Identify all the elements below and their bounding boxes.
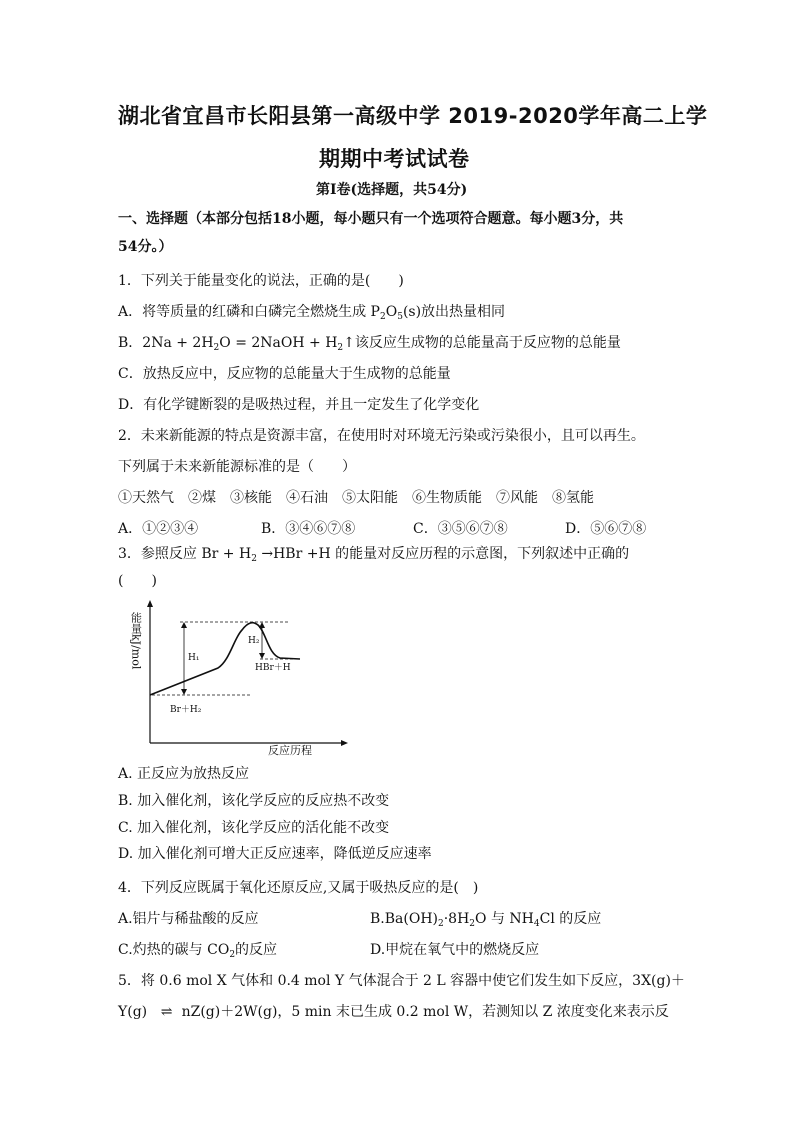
q4-option-d: D.甲烷在氧气中的燃烧反应 (370, 942, 540, 958)
q4-option-a: A.铝片与稀盐酸的反应 (118, 911, 259, 927)
q2-option-d: D．⑤⑥⑦⑧ (565, 521, 647, 537)
q3-option-d: D. 加入催化剂可增大正反应速率，降低逆反应速率 (118, 846, 432, 862)
q3-stem-line-1: 3．参照反应 $Br + H_2 \to HBr +H$ 的能量对反应历程的示意图，下列叙述中正确的 (118, 546, 630, 564)
x-axis-label: 反应历程 (268, 744, 312, 757)
q5-line-2: Y(g) ⇌ nZ(g)＋2W(g)，5 min 末已生成 0.2 mol W，若测知以 Z 浓度变化来表示反 (118, 1004, 669, 1020)
q2-option-b: B．③④⑥⑦⑧ (261, 521, 356, 537)
q5-line-1: 5．将 0.6 mol X 气体和 0.4 mol Y 气体混合于 2 L 容器中使它们发生如下反应，3X(g)＋ (118, 973, 685, 989)
reactants-label: Br＋H₂ (170, 705, 202, 715)
y-axis-arrow (147, 600, 153, 607)
energy-diagram (118, 598, 350, 758)
q2-option-a: A．①②③④ (118, 521, 199, 537)
q1-option-a: A．将等质量的红磷和白磷完全燃烧生成 $P_2O_5(s)$放出热量相同 (118, 304, 506, 322)
q3-option-a: A. 正反应为放热反应 (118, 766, 250, 782)
q3-option-c: C. 加入催化剂，该化学反应的活化能不改变 (118, 820, 390, 836)
q1-stem: 1．下列关于能量变化的说法，正确的是( ) (118, 273, 404, 289)
q2-stem-line-1: 2．未来新能源的特点是资源丰富，在使用时对环境无污染或污染很小，且可以再生。 (118, 428, 645, 444)
y-axis-label: 能量kJ/mol (129, 612, 143, 670)
q2-items: ①天然气 ②煤 ③核能 ④石油 ⑤太阳能 ⑥生物质能 ⑦风能 ⑧氢能 (118, 490, 594, 506)
products-label: HBr＋H (255, 663, 291, 673)
q4-option-b: $B.Ba(OH)_2\cdot 8H_2O$ 与 $NH_4Cl$ 的反应 (370, 911, 602, 929)
equilibrium-arrow: ⇌ (160, 1004, 173, 1020)
q3-option-b: B. 加入催化剂，该化学反应的反应热不改变 (118, 793, 390, 809)
q1-option-c: C．放热反应中，反应物的总能量大于生成物的总能量 (118, 366, 451, 382)
q4-stem: 4．下列反应既属于氧化还原反应,又属于吸热反应的是( ) (118, 880, 479, 896)
q1-option-b: B．$2Na + 2H_2O$ = 2NaOH + $H_2↑$该反应生成物的总能量高于反应物的总能量 (118, 335, 621, 353)
h1-label: H₁ (188, 653, 200, 663)
q1-option-d: D．有化学键断裂的是吸热过程，并且一定发生了化学变化 (118, 397, 480, 413)
q3-stem-line-2: ( ) (118, 573, 157, 589)
part-heading-line-1: 一、选择题（本部分包括18小题，每小题只有一个选项符合题意。每小题3分，共 (118, 211, 624, 227)
part-heading-line-2: 54分。） (118, 239, 173, 255)
q2-option-c: C．③⑤⑥⑦⑧ (413, 521, 508, 537)
h2-label: H₂ (248, 636, 260, 646)
x-axis-arrow (341, 740, 348, 746)
q4-option-c: C.灼热的碳与 $CO_2$的反应 (118, 942, 278, 960)
section-heading: 第I卷(选择题，共54分) (316, 182, 468, 198)
q2-stem-line-2: 下列属于未来新能源标准的是（ ） (118, 459, 356, 475)
title-line-2: 期期中考试试卷 (319, 147, 470, 171)
title-line-1: 湖北省宜昌市长阳县第一高级中学 2019-2020学年高二上学 (118, 104, 708, 128)
